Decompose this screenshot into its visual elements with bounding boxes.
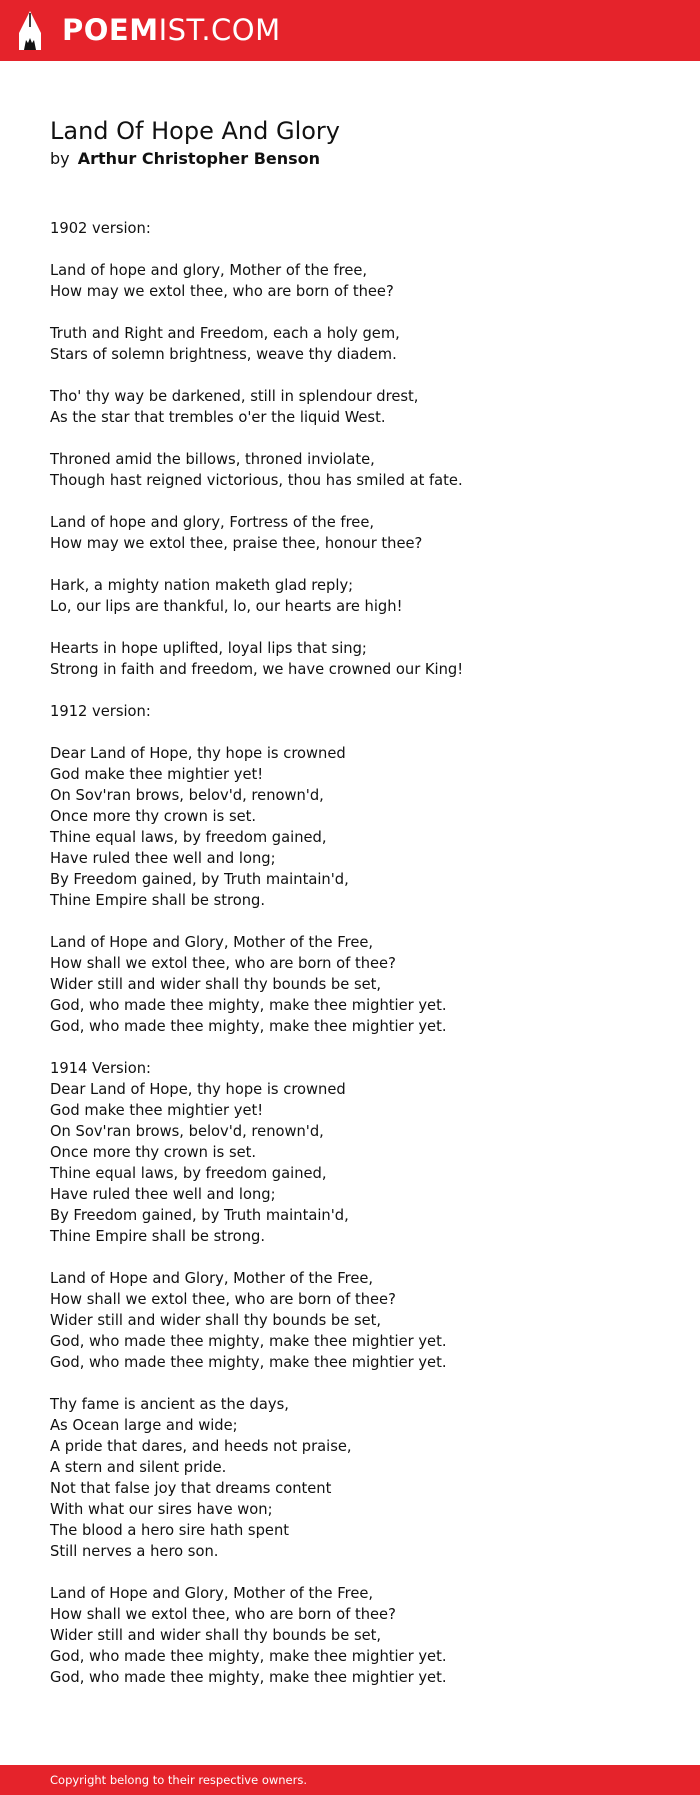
site-footer — [0, 1765, 700, 1795]
byline — [50, 148, 320, 170]
logo-light-part: IST.COM — [158, 13, 281, 47]
site-header — [0, 0, 700, 61]
by-label: by — [50, 149, 70, 168]
copyright-notice: Copyright belong to their respective owners. — [50, 1773, 308, 1787]
author-name: Arthur Christopher Benson — [77, 149, 321, 168]
poem-title: Land Of Hope And Glory — [50, 117, 340, 145]
site-logo[interactable] — [62, 12, 281, 48]
pen-nib-icon[interactable] — [17, 10, 43, 51]
poem-body: 1902 version: Land of hope and glory, Mother of the free, How may we extol thee, who are born of thee? Truth and Right and Freedom, each a holy gem, Stars of solemn brightness, weave thy diadem. Tho' thy way be darkened, still in splendour drest, As the star that trembles o'er the liquid West. Throned amid the billows, throned inviolate, Though hast reigned victorious, thou has smiled at fate. Land of hope and glory, Fortress of the free, How may we extol thee, praise thee, honour thee? Hark, a mighty nation maketh glad reply; Lo, our lips are thankful, lo, our hearts are high! Hearts in hope uplifted, loyal lips that sing; Strong in faith and freedom, we have crowned our King! 1912 version: Dear Land of Hope, thy hope is crowned God make thee mightier yet! On Sov'ran brows, belov'd, renown'd, Once more thy crown is set. Thine equal laws, by freedom gained, Have ruled thee well and long; By Freedom gained, by Truth maintain'd, Thine Empire shall be strong. Land of Hope and Glory, Mother of the Free, How shall we extol thee, who are born of thee? Wider still and wider shall thy bounds be set, God, who made thee mighty, make thee mightier yet. God, who made thee mighty, make thee mightier yet. 1914 Version: Dear Land of Hope, thy hope is crowned God make thee mightier yet! On Sov'ran brows, belov'd, renown'd, Once more thy crown is set. Thine equal laws, by freedom gained, Have ruled thee well and long; By Freedom gained, by Truth maintain'd, Thine Empire shall be strong. Land of Hope and Glory, Mother of the Free, How shall we extol thee, who are born of thee? Wider still and wider shall thy bounds be set, God, who made thee mighty, make thee mightier yet. God, who made thee mighty, make thee mightier yet. Thy fame is ancient as the days, As Ocean large and wide; A pride that dares, and heeds not praise, A stern and silent pride. Not that false joy that dreams content With what our sires have won; The blood a hero sire hath spent Still nerves a hero son. Land of Hope and Glory, Mother of the Free, How shall we extol thee, who are born of thee? Wider still and wider shall thy bounds be set, God, who made thee mighty, make thee mightier yet. God, who made thee mighty, make thee mightier yet. — [50, 220, 464, 1686]
logo-bold-part: POEM — [62, 13, 159, 47]
